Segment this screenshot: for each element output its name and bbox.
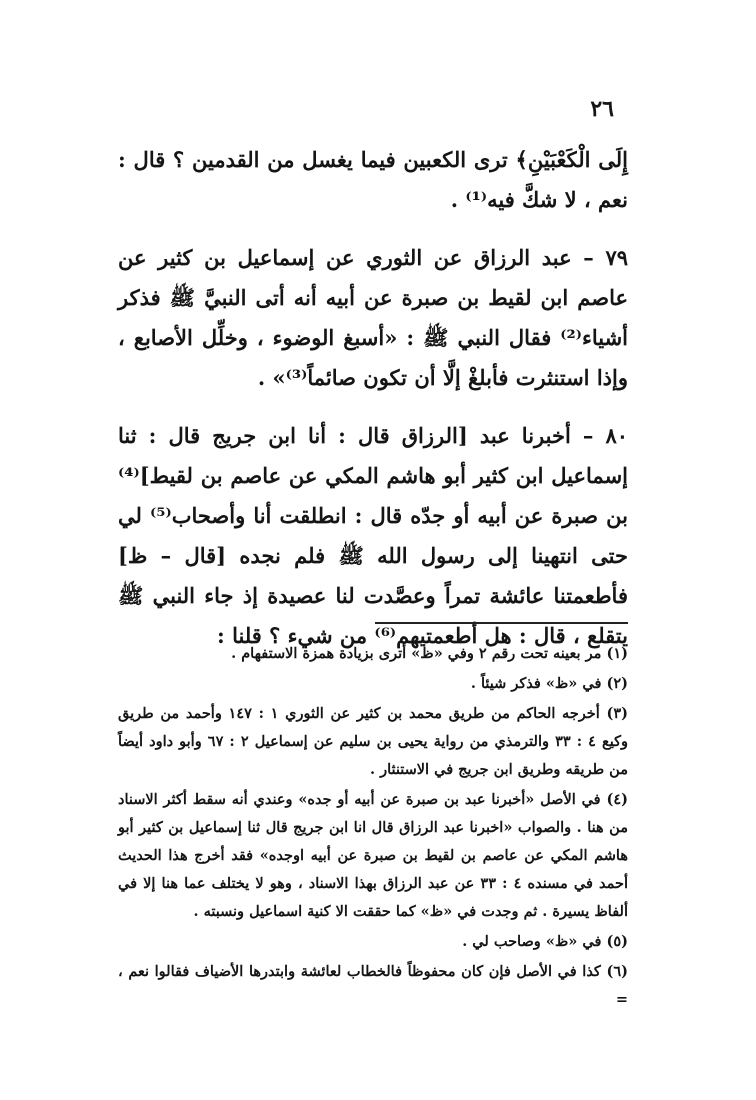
footnote-2: (٢) في «ظ» فذكر شيئاً .	[470, 675, 628, 692]
hadith-80: ٨٠ – أخبرنا عبد [الرزاق قال : أنا ابن جريج قال : ثنا إسماعيل ابن كثير أبو هاشم المكي عن عاصم بن لقيط]⁽⁴⁾ بن صبرة عن أبيه أو جدّه قال : انطلقت أنا وأصحاب⁽⁵⁾ لي حتى انتهينا إلى رسول الله ﷺ فلم نجده [قال – ظ] فأطعمتنا عائشة تمراً وعصَّدت لنا عصيدة إذ جاء النبي ﷺ يتقلع ، قال : هل أطعمتيهم⁽⁶⁾ من شيء ؟ قلنا :	[118, 423, 629, 648]
footnote-4: (٤) في الأصل «أخبرنا عبد بن صبرة عن أبيه أو جده» وعندي أنه سقط أكثر الاسناد من هنا . والصواب «اخبرنا عبد الرزاق قال انا ابن جريج قال ثنا إسماعيل بن كثير أبو هاشم المكي عن عاصم بن لقيط بن صبرة عن أبيه اوجده» فقد أخرج هذا الحديث أحمد في مسنده ٤ : ٣٣ عن عبد الرزاق بهذا الاسناد ، وهو لا يختلف عما هنا إلا في ألفاظ يسيرة . ثم وجدت في «ظ» كما حققت الا كنية اسماعيل ونسبته .	[118, 791, 628, 920]
footnotes	[118, 640, 628, 1016]
main-text	[118, 140, 628, 656]
page-number: ٢٦	[590, 96, 614, 122]
footnote-5: (٥) في «ظ» وصاحب لي .	[462, 933, 628, 950]
footnote-6: (٦) كذا في الأصل فإن كان محفوظاً فالخطاب لعائشة وابتدرها الأضياف فقالوا نعم ، =	[118, 963, 628, 1008]
footnote-1: (١) مر بعينه تحت رقم ٢ وفي «ظ» أترى بزيادة همزة الاستفهام .	[231, 645, 628, 662]
footnote-3: (٣) أخرجه الحاكم من طريق محمد بن كثير عن الثوري ١ : ١٤٧ وأحمد من طريق وكيع ٤ : ٣٣ والترمذي من رواية يحيى بن سليم عن إسماعيل ٢ : ٦٧ وأبو داود أيضاً من طريقه وطريق ابن جريج في الاستنثار .	[118, 705, 629, 778]
paragraph-1: إِلَى الْكَعْبَيْنِ﴾ ترى الكعبين فيما يغسل من القدمين ؟ قال : نعم ، لا شكَّ فيه⁽¹⁾ .	[118, 147, 628, 212]
hadith-79: ٧٩ – عبد الرزاق عن الثوري عن إسماعيل بن كثير عن عاصم ابن لقيط بن صبرة عن أبيه أنه أتى النبيَّ ﷺ فذكر أشياء⁽²⁾ فقال النبي ﷺ : «أسبغ الوضوء ، وخلِّل الأصابع ، وإذا استنثرت فأبلغْ إلَّا أن تكون صائماً⁽³⁾» .	[118, 245, 628, 390]
footnote-divider	[375, 622, 628, 624]
